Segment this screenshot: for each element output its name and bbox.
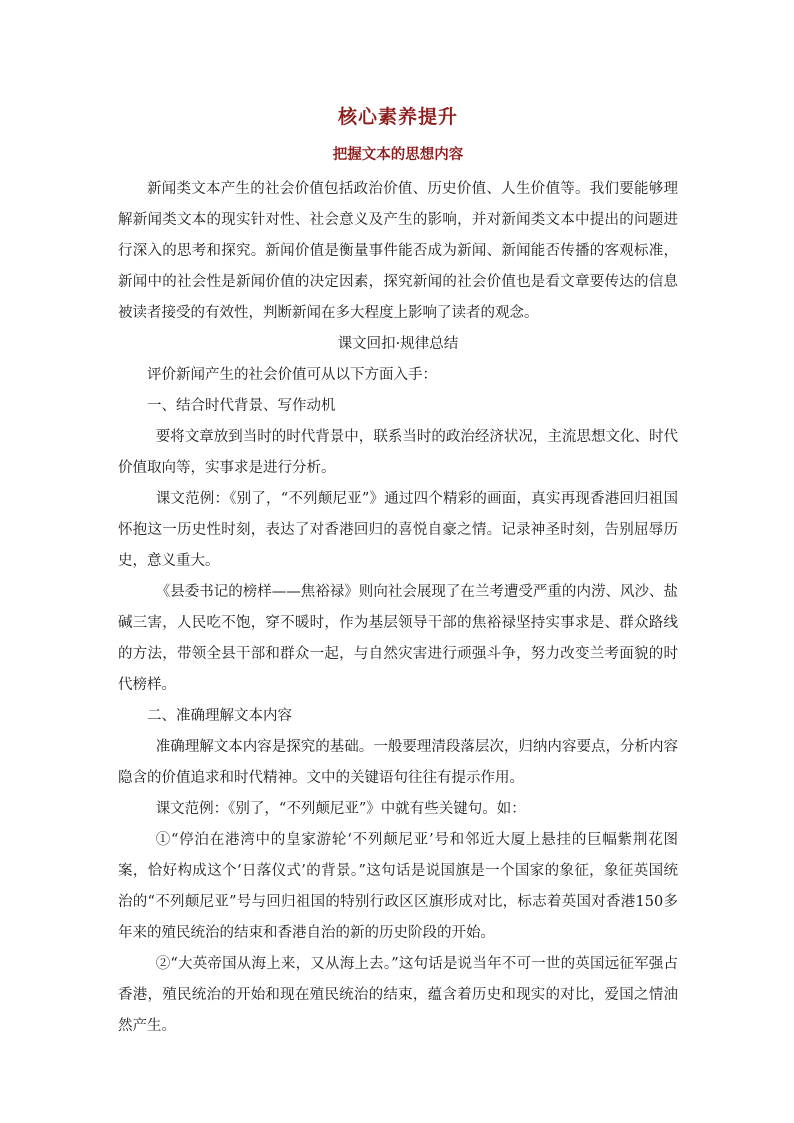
key-sentence-2: ②“大英帝国从海上来，又从海上去。”这句话是说当年不可一世的英国远征军强占香港，殖民统治的开始和现在殖民统治的结束，蕴含着历史和现实的对比，爱国之情油然产生。 xyxy=(118,956,678,1034)
key-sentence-1: ①“停泊在港湾中的皇家游轮‘不列颠尼亚’号和邻近大厦上悬挂的巨幅紫荆花图案，恰好构成这个‘日落仪式’的背景。”这句话是说国旗是一个国家的象征，象征英国统治的“不列颠尼亚”号与回归祖国的特别行政区区旗形成对比，标志着英国对香港150多年来的殖民统治的结束和香港自治的新的历史阶段的开始。 xyxy=(118,832,678,941)
point-two-body: 准确理解文本内容是探究的基础。一般要理清段落层次，归纳内容要点，分析内容隐含的价值追求和时代精神。文中的关键语句往往有提示作用。 xyxy=(118,739,678,786)
point-one-body: 要将文章放到当时的时代背景中，联系当时的政治经济状况，主流思想文化、时代价值取向等，实事求是进行分析。 xyxy=(118,429,678,476)
document-page xyxy=(118,104,678,1042)
example-paragraph-3: 课文范例：《别了，“不列颠尼亚”》中就有些关键句。如： xyxy=(155,801,526,817)
section-heading-review: 课文回扣·规律总结 xyxy=(337,336,459,352)
point-two-heading: 二、准确理解文本内容 xyxy=(147,708,292,724)
point-one-heading: 一、结合时代背景、写作动机 xyxy=(147,398,336,414)
evaluation-intro: 评价新闻产生的社会价值可从以下方面入手： xyxy=(147,367,437,383)
intro-paragraph: 新闻类文本产生的社会价值包括政治价值、历史价值、人生价值等。我们要能够理解新闻类文本的现实针对性、社会意义及产生的影响，并对新闻类文本中提出的问题进行深入的思考和探究。新闻价值是衡量事件能否成为新闻、新闻能否传播的客观标准，新闻中的社会性是新闻价值的决定因素，探究新闻的社会价值也是看文章要传达的信息被读者接受的有效性，判断新闻在多大程度上影响了读者的观念。 xyxy=(118,181,678,321)
page-title: 核心素养提升 xyxy=(337,106,458,128)
example-paragraph-1: 课文范例：《别了，“不列颠尼亚”》通过四个精彩的画面，真实再现香港回归祖国怀抱这一历史性时刻，表达了对香港回归的喜悦自豪之情。记录神圣时刻，告别屈辱历史，意义重大。 xyxy=(118,491,678,569)
section-subtitle: 把握文本的思想内容 xyxy=(332,146,464,163)
example-paragraph-2: 《县委书记的榜样——焦裕禄》则向社会展现了在兰考遭受严重的内涝、风沙、盐碱三害，人民吃不饱，穿不暖时，作为基层领导干部的焦裕禄坚持实事求是、群众路线的方法，带领全县干部和群众一起，与自然灾害进行顽强斗争，努力改变兰考面貌的时代榜样。 xyxy=(118,584,678,693)
